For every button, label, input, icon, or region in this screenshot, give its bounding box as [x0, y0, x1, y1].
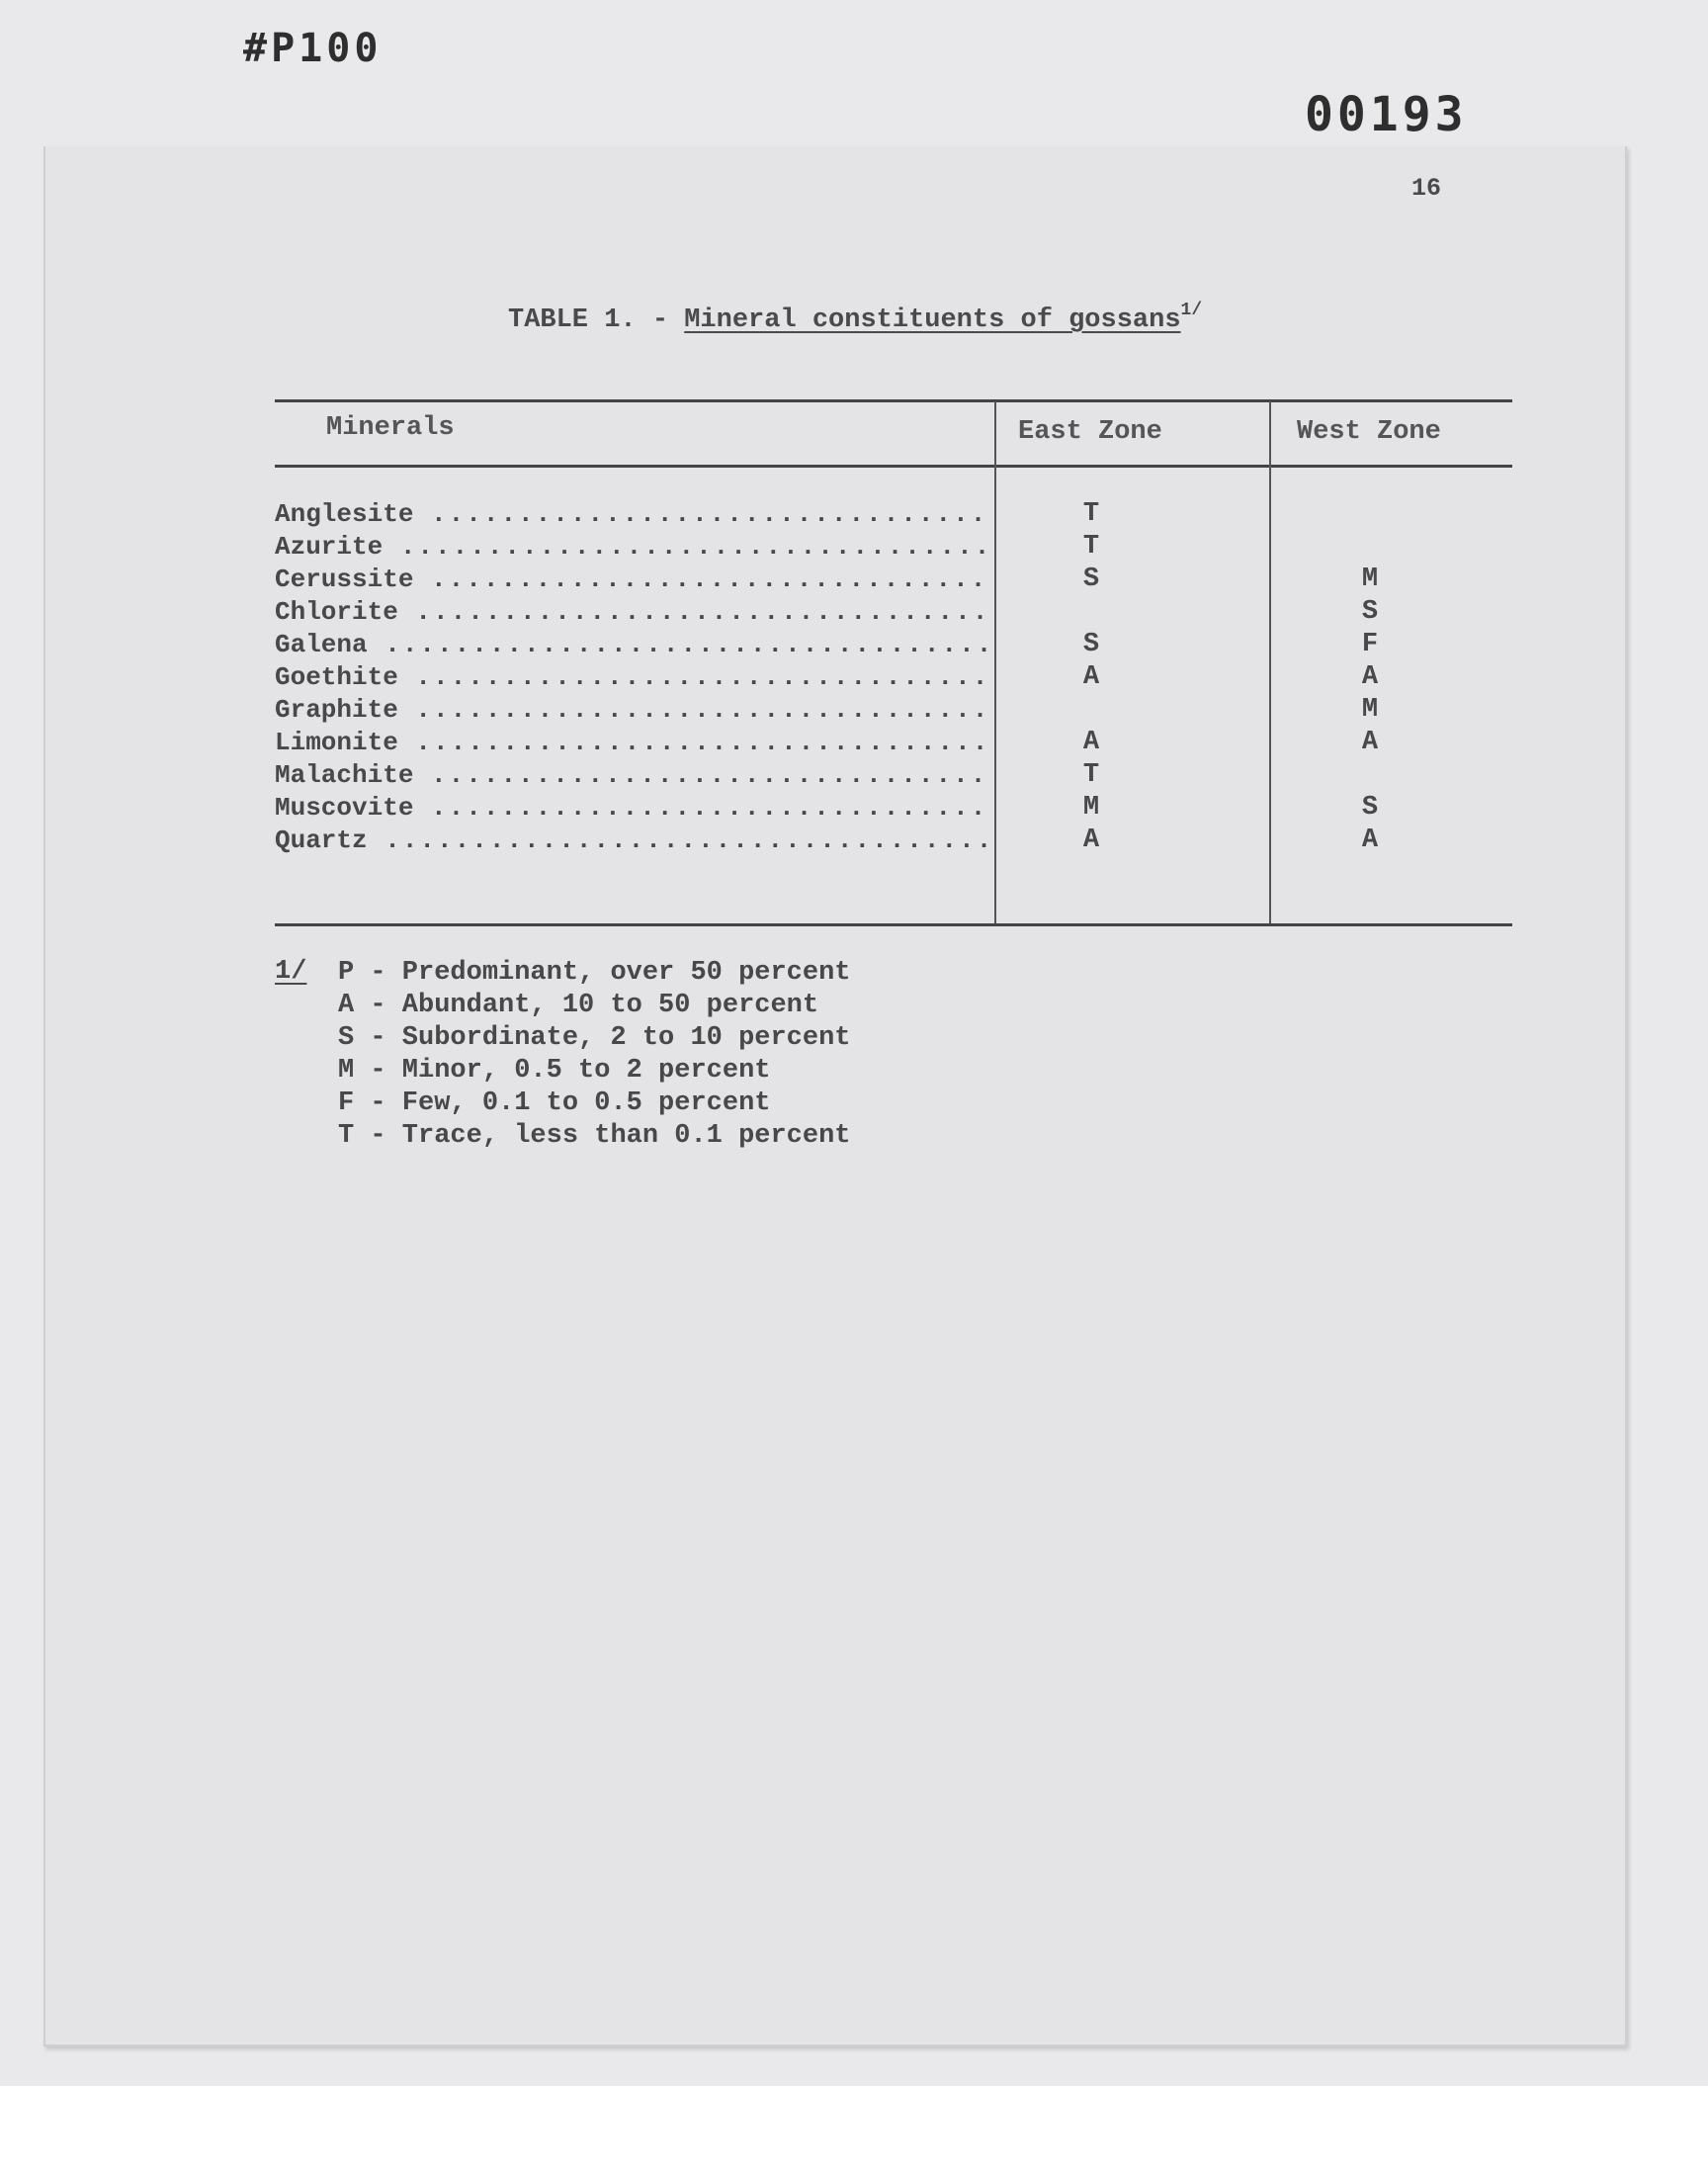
west-zone-cell: [1350, 498, 1390, 531]
east-zone-cell: [1071, 596, 1111, 629]
legend-item: P - Predominant, over 50 percent: [338, 958, 851, 988]
table-row-mineral: Galena .....: [275, 629, 986, 661]
east-zone-cell: A: [1082, 826, 1100, 855]
table-caption: [508, 301, 1202, 335]
page-number: 16: [1411, 174, 1442, 203]
west-zone-cell: M: [1361, 695, 1379, 725]
stamp-top-left: #P100: [243, 26, 383, 71]
table-caption-prefix: TABLE 1. -: [508, 305, 669, 335]
west-zone-cell: A: [1361, 728, 1379, 757]
east-zone-cell: A: [1082, 728, 1100, 757]
table-row-mineral: Anglesite .....: [275, 498, 986, 531]
legend-item: T - Trace, less than 0.1 percent: [338, 1121, 851, 1151]
table-row-mineral: Goethite .....: [275, 661, 986, 694]
east-zone-column: [1071, 498, 1111, 857]
header-west-zone: West Zone: [1297, 417, 1441, 447]
east-zone-cell: S: [1082, 630, 1100, 659]
legend-item: M - Minor, 0.5 to 2 percent: [338, 1056, 771, 1086]
east-zone-cell: [1071, 694, 1111, 727]
west-zone-cell: S: [1361, 793, 1379, 823]
table-caption-title: Mineral constituents of gossans: [684, 305, 1181, 335]
east-zone-cell: M: [1082, 793, 1100, 823]
table-bottom-rule: [275, 923, 1512, 926]
legend-item: F - Few, 0.1 to 0.5 percent: [338, 1088, 771, 1118]
table-row-mineral: Azurite .....: [275, 531, 986, 564]
legend-item: A - Abundant, 10 to 50 percent: [338, 991, 819, 1020]
east-zone-cell: T: [1082, 532, 1100, 562]
table-row-mineral: Quartz .....: [275, 825, 986, 857]
east-zone-cell: A: [1082, 662, 1100, 692]
footnote-mark: 1/: [275, 957, 307, 987]
minerals-column: [275, 498, 986, 857]
column-divider-west: [1269, 401, 1271, 923]
table-header-rule: [275, 465, 1512, 468]
table-caption-note-ref: 1/: [1180, 301, 1203, 320]
footnote-legend: [338, 957, 850, 1153]
east-zone-cell: T: [1082, 499, 1100, 529]
table-row-mineral: Malachite .....: [275, 759, 986, 792]
header-east-zone: East Zone: [1018, 417, 1162, 447]
table-row-mineral: Cerussite .....: [275, 564, 986, 596]
west-zone-cell: M: [1361, 565, 1379, 594]
table-top-rule: [275, 399, 1512, 402]
west-zone-cell: [1350, 759, 1390, 792]
legend-item: S - Subordinate, 2 to 10 percent: [338, 1023, 851, 1053]
west-zone-cell: [1350, 531, 1390, 564]
table-row-mineral: Limonite .....: [275, 727, 986, 759]
east-zone-cell: S: [1082, 565, 1100, 594]
east-zone-cell: T: [1082, 760, 1100, 790]
west-zone-column: [1350, 498, 1390, 857]
table-row-mineral: Graphite .....: [275, 694, 986, 727]
west-zone-cell: S: [1361, 597, 1379, 627]
column-divider-east: [994, 401, 996, 923]
west-zone-cell: F: [1361, 630, 1379, 659]
west-zone-cell: A: [1361, 826, 1379, 855]
header-minerals: Minerals: [326, 413, 455, 443]
west-zone-cell: A: [1361, 662, 1379, 692]
stamp-top-right: 00193: [1305, 87, 1468, 142]
table-row-mineral: Chlorite .....: [275, 596, 986, 629]
table-row-mineral: Muscovite .....: [275, 792, 986, 825]
